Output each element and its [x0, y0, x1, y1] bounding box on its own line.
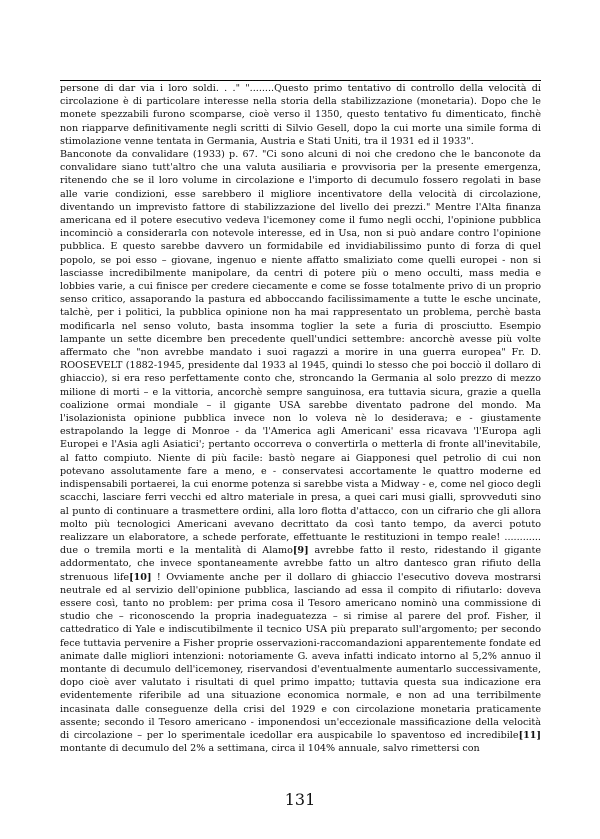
page-number: 131 — [284, 790, 316, 809]
paragraph-segment: Banconote da convalidare (1933) p. 67. "Ci sono alcuni di noi che credono che le banconote da convalidare siano tutt'altro che una valuta ausiliaria e provvisoria per la presente emergenza, ritenendo che se il loro volume in circolazione e l'importo di decumulo fossero regolati in base alle varie condizioni, esse sarebbero il migliore incentivatore della velocità di circolazione, diventando un imprevisto fattore di stabilizzazione del livello dei prezzi." Mentre l'Alta finanza americana ed il potere esecutivo vedeva l'icemoney come il fumo negli occhi, l'opinione pubblica incominciò a considerarla con notevole interesse, ed in Usa, non si può andare contro l'opinione pubblica. E questo sarebbe davvero un formidabile ed invidiabilissimo punto di forza di quel popolo, se poi esso – giovane, ingenuo e niente affatto smaliziato come quelli europei - non si lasciasse incredibilmente manipolare, da centri di potere più o meno occulti, mass media e lobbies varie, a cui finisce per credere ciecamente e come se fosse totalmente privo di un proprio senso critico, assaporando la pastura ed abboccando facilissimamente a tutte le esche uncinate, talchè, per i politici, la pubblica opinione non ha mai rappresentato un problema, perchè basta modificarla nel senso voluto, basta insomma toglier la sete a furia di prosciutto. Esempio lampante un sette dicembre ben precedente quell'undici settembre: ancorchè avesse più volte affermato che "non avrebbe mandato i suoi ragazzi a morire in una guerra europea" Fr. D. ROOSEVELT (1882-1945, presidente dal 1933 al 1945, quindi lo stesso che poi bocciò il dollaro di ghiaccio), si era reso perfettamente conto che, stroncando la Germania al solo prezzo di mezzo milione di morti – e la vittoria, ancorchè sempre sanguinosa, era tuttavia sicura, grazie a quella coalizione ormai mondiale – il gigante USA sarebbe diventato padrone del mondo. Ma l'isolazionista opinione pubblica invece non lo voleva nè lo desiderava; e - giustamente estrapolando la legge di Monroe - da 'l'America agli Americani' essa ricavava 'l'Europa agli Europei e l'Asia agli Asiatici'; pertanto occorreva o convertirla o metterla di fronte all'inevitabile, al fatto compiuto. Niente di più facile: bastò negare ai Giapponesi quel petrolio di cui non potevano assolutamente fare a meno, e - conservatesi accortamente le quattro moderne ed indispensabili portaerei, la cui enorme potenza si sarebbe vista a Midway - e, come nel gioco degli scacchi, lasciare ferri vecchi ed altro materiale in presa, a quei cari musi gialli, sprovveduti sino al punto di continuare a trasmettere ordini, alla loro flotta d'attacco, con un cifrario che gli allora molto più tecnologici Americani avevano decrittato da così tanto tempo, da averci potuto realizzare un elaboratore, a schede perforate, effettuante le restituzioni in tempo reale! ............ due o tremila morti e la mentalità di Alamo — [60, 149, 541, 557]
paragraph-segment: ! Ovviamente anche per il dollaro di ghiaccio l'esecutivo doveva mostrarsi neutrale ed al servizio dell'opinione pubblica, lasciando ad essa il compito di rifiutarlo: doveva essere così, tanto no problem: per prima cosa il Tesoro americano nominò una commissione di studio che – riconoscendo la propria inadeguatezza – si rimise al parere del prof. Fisher, il cattedratico di Yale e indiscutibilmente il tecnico USA più preparato sull'argomento; per secondo fece tuttavia pervenire a Fisher proprie osservazioni-raccomandazioni apparentemente fondate ed animate dalle migliori intenzioni: notoriamente G. aveva infatti indicato intorno al 5,2% annuo il montante di decumulo dell'icemoney, riservandosi d'eventualmente aumentarlo successivamente, dopo cioè aver valutato i risultati di quel primo impatto; tuttavia questa sua indicazione era evidentemente riferibile ad una situazione economica normale, e non ad una terribilmente incasinata dalle conseguenze della crisi del 1929 e con circolazione monetaria praticamente assente; secondo il Tesoro americano - imponendosi un'eccezionale massificazione della velocità di circolazione – per lo sperimentale icedollar era auspicabile lo spaventoso ed incredibile — [60, 571, 541, 741]
paragraph-segment: avrebbe fatto il resto, ridestando il gigante addormentato, che invece spontaneamente avrebbe fatto un altro dantesco gran rifiuto della strenuous life — [60, 545, 541, 583]
paragraph-continued: persone di dar via i loro soldi. . ." "........Questo primo tentativo di controllo della velocità di circolazione è di particolare interesse nella storia della stabilizzazione (monetaria). Dopo che le monete spezzabili furono scomparse, cioè verso il 1350, questo tentativo fu dimenticato, finchè non riapparve definitivamente negli scritti di Silvio Gesell, dopo la cui morte una simile forma di stimolazione venne tentata in Germania, Austria e Stati Uniti, tra il 1931 ed il 1933". — [60, 83, 541, 147]
footnote-ref-9[interactable]: [9] — [292, 545, 309, 557]
body-text — [60, 82, 541, 755]
paragraph-main — [60, 148, 541, 755]
footnote-ref-10[interactable]: [10] — [129, 571, 152, 583]
top-rule — [60, 80, 541, 81]
footnote-ref-11[interactable]: [11] — [518, 729, 541, 741]
paragraph-segment: montante di decumulo del 2% a settimana, circa il 104% annuale, salvo rimettersi con — [60, 743, 480, 755]
